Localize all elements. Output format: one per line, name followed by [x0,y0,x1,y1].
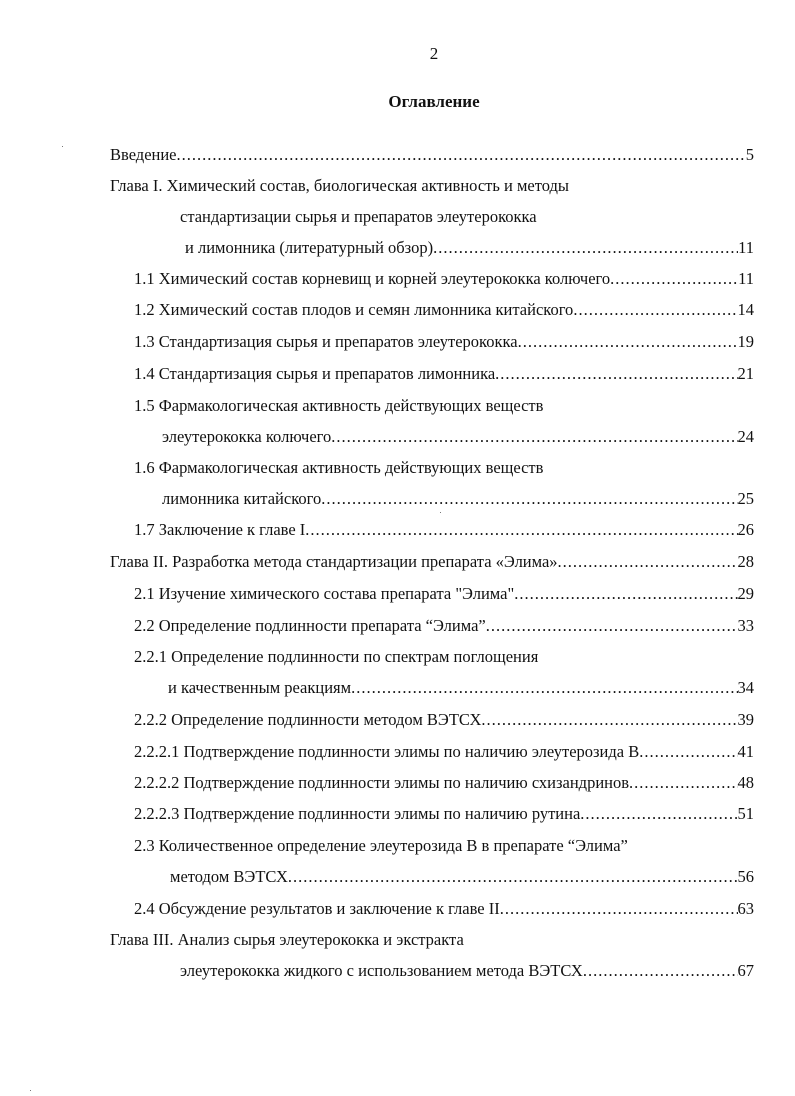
toc-entry-1-5-line-1[interactable]: 1.5 Фармакологическая активность действующих веществ [134,396,544,415]
toc-entry-title: 2.1 Изучение химического состава препарата "Элима" [134,584,515,603]
toc-page-number: 28 [737,552,754,571]
toc-entry-1-6[interactable] [162,488,754,510]
toc-entry-2-2-2-3[interactable] [134,803,754,825]
leader-dots [583,960,738,982]
toc-entry-title: 1.7 Заключение к главе I [134,520,306,539]
leader-dots [580,803,737,825]
toc-entry-2-2-1[interactable] [168,677,754,699]
toc-page-number: 25 [737,489,754,508]
toc-entry-title: Глава II. Разработка метода стандартизации препарата «Элима» [110,552,558,571]
toc-entry-2-3-line-1[interactable]: 2.3 Количественное определение элеутерозида В в препарате “Элима” [134,836,628,855]
scan-speck [440,512,441,513]
toc-entry-1-7[interactable] [134,519,754,541]
toc-entry-2-4[interactable] [134,898,754,920]
leader-dots [331,426,737,448]
leader-dots [305,519,737,541]
toc-entry-2-2-2-1[interactable] [134,741,754,763]
toc-entry-1-2[interactable] [134,299,754,321]
toc-entry-title: 1.3 Стандартизация сырья и препаратов элеутерококка [134,332,518,351]
scan-speck [62,146,63,147]
toc-entry-title: и качественным реакциям [168,678,352,697]
toc-entry-intro[interactable] [110,144,754,166]
toc-entry-1-3[interactable] [134,331,754,353]
toc-entry-title: 1.1 Химический состав корневищ и корней элеутерококка колючего [134,269,611,288]
toc-page-number: 56 [737,867,754,886]
toc-page-number: 39 [737,710,754,729]
toc-page-number: 34 [737,678,754,697]
leader-dots [629,772,737,794]
toc-entry-title: 2.2 Определение подлинности препарата “Элима” [134,616,486,635]
toc-entry-2-1[interactable] [134,583,754,605]
toc-entry-2-2[interactable] [134,615,754,637]
toc-entry-title: 2.4 Обсуждение результатов и заключение к главе II [134,899,500,918]
toc-entry-title: 2.2.2.1 Подтверждение подлинности элимы по наличию элеутерозида В [134,742,640,761]
toc-page-number: 67 [737,961,754,980]
toc-entry-chapter-2[interactable] [110,551,754,573]
toc-chapter-3-line-1[interactable]: Глава III. Анализ сырья элеутерококка и экстракта [110,930,464,949]
toc-entry-1-5[interactable] [162,426,754,448]
toc-entry-chapter-1[interactable] [185,237,754,259]
leader-dots [351,677,737,699]
toc-entry-1-1[interactable] [134,268,754,290]
toc-chapter-1-line-2[interactable]: стандартизации сырья и препаратов элеутерококка [180,207,537,226]
leader-dots [610,268,738,290]
toc-page-number: 24 [737,427,754,446]
toc-page-number: 11 [738,269,754,288]
toc-page-number: 33 [737,616,754,635]
toc-entry-title: 1.2 Химический состав плодов и семян лимонника китайского [134,300,574,319]
toc-entry-2-2-2-2[interactable] [134,772,754,794]
leader-dots [500,898,738,920]
toc-page-number: 21 [737,364,754,383]
toc-entry-title: элеутерококка жидкого с использованием метода ВЭТСХ [180,961,583,980]
leader-dots [481,709,737,731]
toc-entry-title: 2.2.2 Определение подлинности методом ВЭТСХ [134,710,482,729]
toc-page-number: 41 [737,742,754,761]
toc-chapter-1-line-1[interactable]: Глава I. Химический состав, биологическая активность и методы [110,176,569,195]
leader-dots [321,488,737,510]
toc-page-number: 48 [737,773,754,792]
toc-entry-title: элеутерококка колючего [162,427,332,446]
toc-page-number: 51 [737,804,754,823]
leader-dots [288,866,738,888]
scan-speck [30,1090,31,1091]
toc-page-number: 26 [737,520,754,539]
page-number: 2 [429,44,439,63]
toc-entry-chapter-3[interactable] [180,960,754,982]
page-title: Оглавление [388,92,480,111]
leader-dots [518,331,738,353]
toc-page-number: 19 [737,332,754,351]
toc-entry-1-4[interactable] [134,363,754,385]
toc-entry-title: 1.4 Стандартизация сырья и препаратов лимонника [134,364,496,383]
toc-entry-title: 2.2.2.2 Подтверждение подлинности элимы по наличию схизандринов [134,773,630,792]
leader-dots [639,741,737,763]
leader-dots [573,299,737,321]
leader-dots [433,237,738,259]
toc-page-number: 5 [745,145,754,164]
toc-entry-1-6-line-1[interactable]: 1.6 Фармакологическая активность действующих веществ [134,458,544,477]
toc-entry-title: методом ВЭТСХ [170,867,288,886]
leader-dots [514,583,737,605]
leader-dots [558,551,738,573]
toc-entry-2-2-1-line-1[interactable]: 2.2.1 Определение подлинности по спектрам поглощения [134,647,539,666]
leader-dots [486,615,738,637]
leader-dots [495,363,737,385]
toc-page-number: 63 [737,899,754,918]
toc-entry-title: лимонника китайского [162,489,322,508]
toc-entry-title: и лимонника (литературный обзор) [185,238,434,257]
toc-page-number: 11 [738,238,754,257]
toc-entry-2-2-2[interactable] [134,709,754,731]
leader-dots [177,144,746,166]
toc-entry-2-3[interactable] [170,866,754,888]
toc-entry-title: Введение [110,145,177,164]
toc-entry-title: 2.2.2.3 Подтверждение подлинности элимы по наличию рутина [134,804,581,823]
toc-page-number: 29 [737,584,754,603]
toc-page-number: 14 [737,300,754,319]
